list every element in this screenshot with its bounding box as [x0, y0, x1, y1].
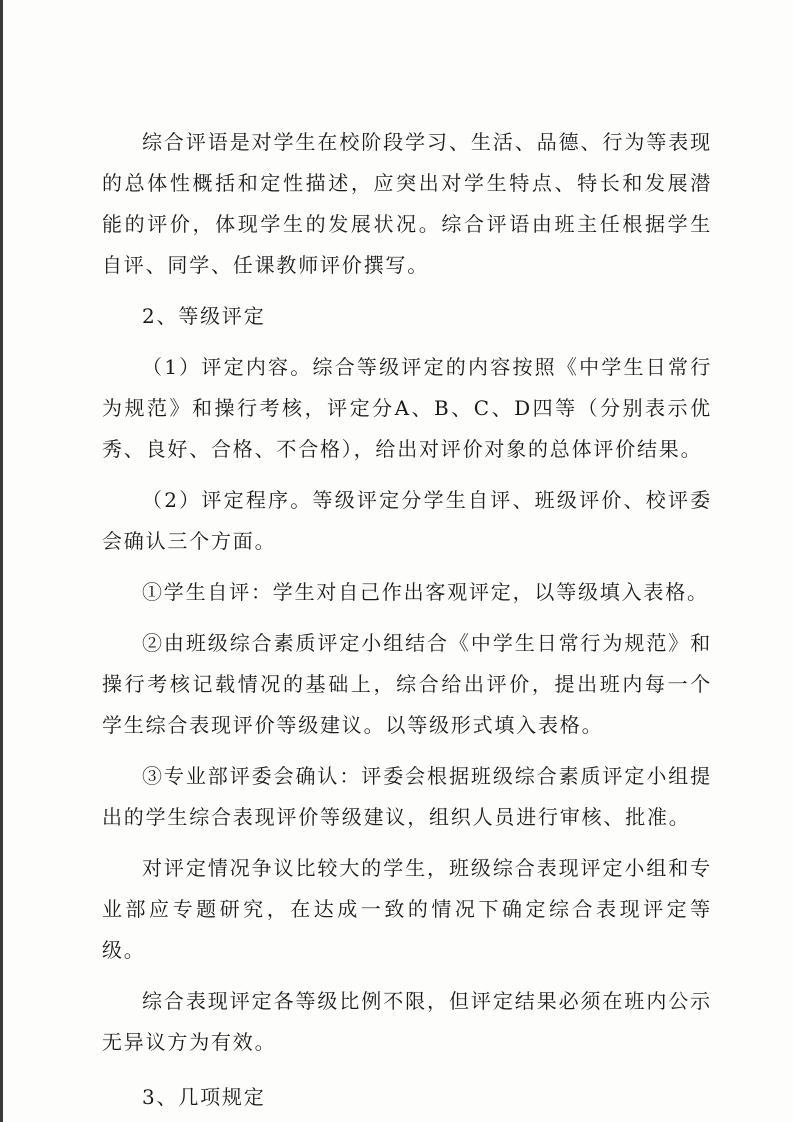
paragraph-comprehensive-comment: 综合评语是对学生在校阶段学习、生活、品德、行为等表现的总体性概括和定性描述，应突出对学生特点、特长和发展潜能的评价，体现学生的发展状况。综合评语由班主任根据学生自评、同学、任课教师评价撰写。	[102, 130, 712, 277]
paragraph-evaluation-procedure: （2）评定程序。等级评定分学生自评、班级评价、校评委会确认三个方面。	[102, 488, 712, 553]
paragraph-evaluation-content: （1）评定内容。综合等级评定的内容按照《中学生日常行为规范》和操行考核，评定分A、B、C、D四等（分别表示优秀、良好、合格、不合格），给出对评价对象的总体评价结果。	[102, 355, 712, 461]
scan-edge	[0, 0, 3, 1122]
paragraph-class-evaluation: ②由班级综合素质评定小组结合《中学生日常行为规范》和操行考核记载情况的基础上，综合给出评价，提出班内每一个学生综合表现评价等级建议。以等级形式填入表格。	[102, 631, 712, 737]
paragraph-committee-confirmation: ③专业部评委会确认：评委会根据班级综合素质评定小组提出的学生综合表现评价等级建议，组织人员进行审核、批准。	[102, 764, 712, 829]
heading-grade-evaluation: 2、等级评定	[142, 304, 266, 328]
paragraph-self-evaluation: ①学生自评：学生对自己作出客观评定，以等级填入表格。	[142, 580, 709, 604]
paragraph-disputed-cases: 对评定情况争议比较大的学生，班级综合表现评定小组和专业部应专题研究，在达成一致的情况下确定综合表现评定等级。	[102, 856, 712, 962]
heading-regulations: 3、几项规定	[142, 1085, 266, 1109]
paragraph-grade-ratio: 综合表现评定各等级比例不限，但评定结果必须在班内公示无异议方为有效。	[102, 989, 712, 1054]
document-body	[102, 122, 712, 1118]
